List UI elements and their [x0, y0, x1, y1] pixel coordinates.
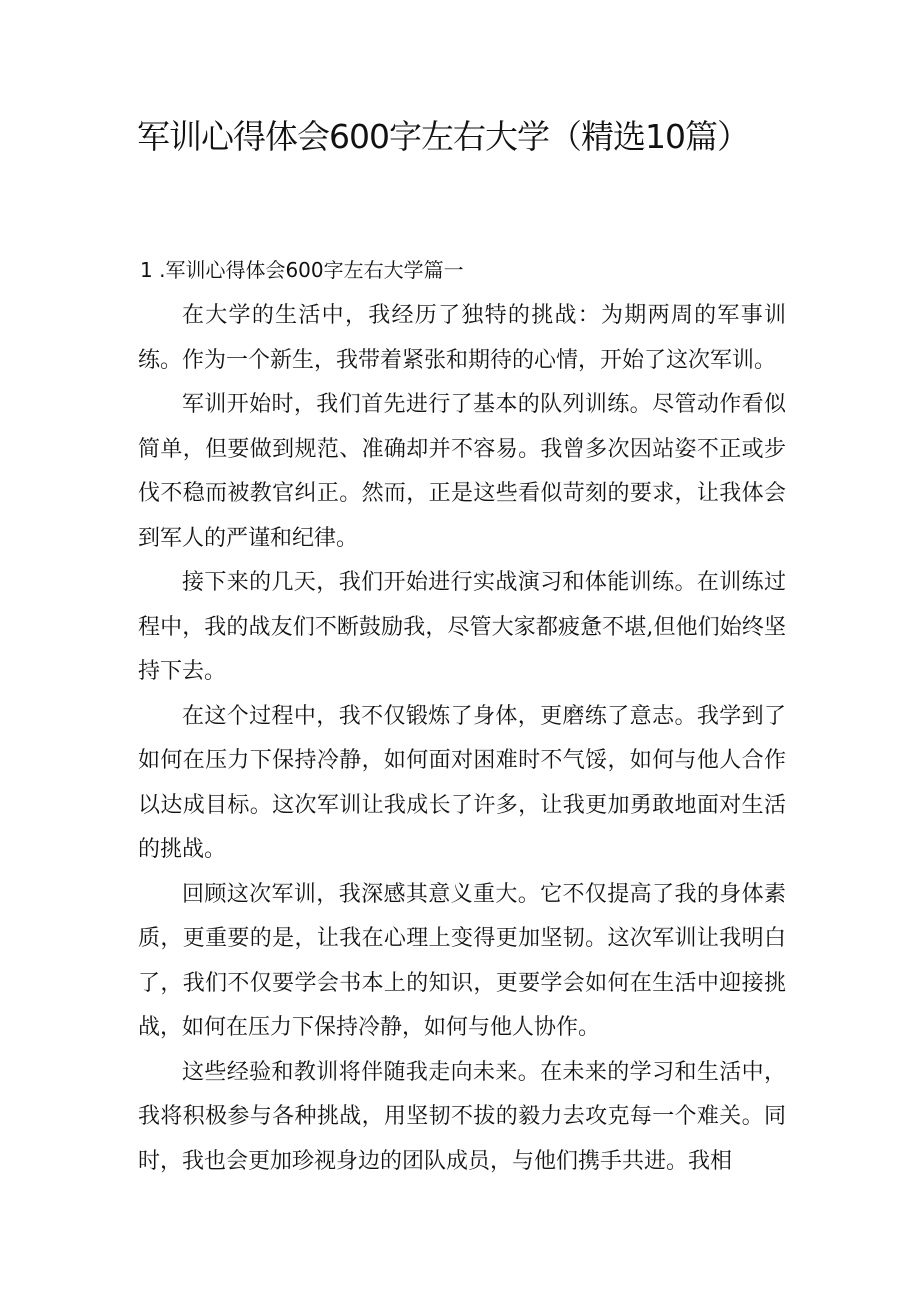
paragraph: 在大学的生活中，我经历了独特的挑战：为期两周的军事训练。作为一个新生，我带着紧张和期待的心情，开始了这次军训。 [138, 303, 786, 373]
paragraph: 军训开始时，我们首先进行了基本的队列训练。尽管动作看似简单，但要做到规范、准确却并不容易。我曾多次因站姿不正或步伐不稳而被教官纠正。然而，正是这些看似苛刻的要求，让我体会到军人的严谨和纪律。 [138, 392, 786, 551]
document-title: 军训心得体会600字左右大学（精选10篇） [137, 117, 749, 156]
paragraph: 接下来的几天，我们开始进行实战演习和体能训练。在训练过程中，我的战友们不断鼓励我，尽管大家都疲惫不堪,但他们始终坚持下去。 [138, 570, 786, 684]
paragraph: 这些经验和教训将伴随我走向未来。在未来的学习和生活中，我将积极参与各种挑战，用坚韧不拔的毅力去攻克每一个难关。同时，我也会更加珍视身边的团队成员，与他们携手共进。我相 [138, 1059, 786, 1174]
document-body [138, 294, 786, 1184]
paragraph: 在这个过程中，我不仅锻炼了身体，更磨练了意志。我学到了如何在压力下保持冷静，如何面对困难时不气馁，如何与他人合作以达成目标。这次军训让我成长了许多，让我更加勇敢地面对生活的挑战。 [138, 703, 786, 862]
section-heading: 1 .军训心得体会600字左右大学篇一 [140, 258, 464, 282]
paragraph: 回顾这次军训，我深感其意义重大。它不仅提高了我的身体素质，更重要的是，让我在心理上变得更加坚韧。这次军训让我明白了，我们不仅要学会书本上的知识，更要学会如何在生活中迎接挑战，如何在压力下保持冷静，如何与他人协作。 [138, 881, 786, 1040]
